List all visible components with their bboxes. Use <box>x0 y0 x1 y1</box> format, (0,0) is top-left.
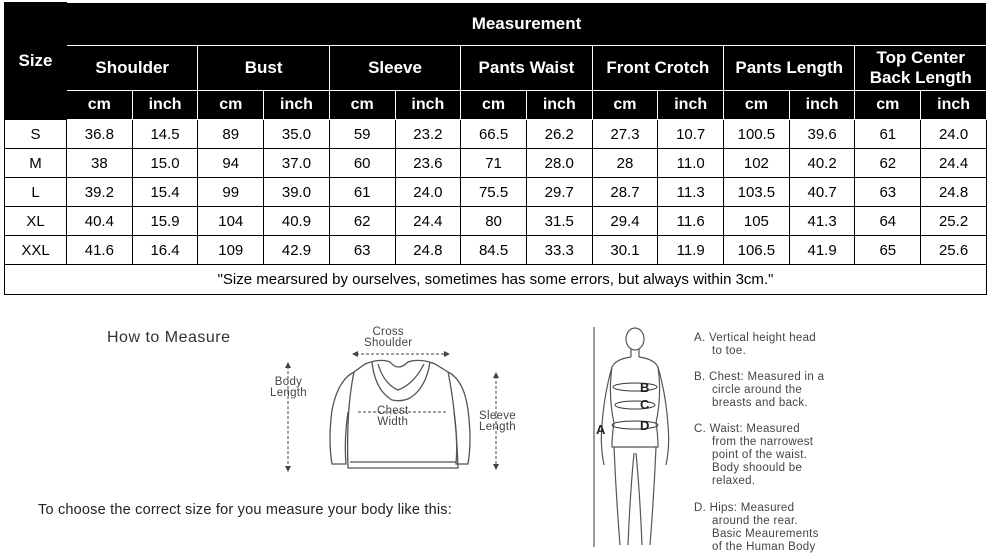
table-cell: 106.5 <box>724 236 790 265</box>
figure-left-leg <box>614 447 634 545</box>
table-cell: 35.0 <box>264 120 330 149</box>
unit-inch: inch <box>132 91 198 120</box>
unit-cm: cm <box>724 91 790 120</box>
legend-d-line: Basic Meaurements <box>712 528 819 540</box>
legend-a-line: to toe. <box>712 345 747 357</box>
unit-cm: cm <box>592 91 658 120</box>
table-cell: 59 <box>329 120 395 149</box>
figure-head <box>626 328 644 350</box>
human-body-diagram <box>590 325 680 555</box>
table-cell: 100.5 <box>724 120 790 149</box>
chest-measure-ring <box>613 383 657 391</box>
legend-d-line: of the Human Body <box>712 541 816 553</box>
unit-cm: cm <box>329 91 395 120</box>
unit-inch: inch <box>921 91 987 120</box>
table-cell: 80 <box>461 207 527 236</box>
figure-letter-d: D <box>640 418 650 433</box>
table-cell: 23.6 <box>395 149 461 178</box>
table-cell: 26.2 <box>526 120 592 149</box>
unit-inch: inch <box>264 91 330 120</box>
legend-d <box>694 502 819 554</box>
table-cell: 24.4 <box>921 149 987 178</box>
size-rows <box>5 120 987 265</box>
table-cell: 65 <box>855 236 921 265</box>
table-cell: 24.8 <box>395 236 461 265</box>
table-cell: 10.7 <box>658 120 724 149</box>
table-cell: 41.9 <box>789 236 855 265</box>
unit-inch: inch <box>526 91 592 120</box>
table-cell: 66.5 <box>461 120 527 149</box>
unit-inch: inch <box>789 91 855 120</box>
legend-a-line: A. Vertical height head <box>694 332 816 344</box>
table-cell: 62 <box>329 207 395 236</box>
table-cell: 11.3 <box>658 178 724 207</box>
table-cell: 84.5 <box>461 236 527 265</box>
measurement-header: Measurement <box>67 3 987 46</box>
table-row <box>5 120 987 149</box>
table-cell: 61 <box>329 178 395 207</box>
table-row <box>5 149 987 178</box>
category-bust: Bust <box>198 46 329 91</box>
table-cell: 29.7 <box>526 178 592 207</box>
table-cell: 24.0 <box>395 178 461 207</box>
table-cell: 11.6 <box>658 207 724 236</box>
table-cell: 15.9 <box>132 207 198 236</box>
table-cell: 60 <box>329 149 395 178</box>
table-row <box>5 178 987 207</box>
table-cell: 24.8 <box>921 178 987 207</box>
category-top-center-back-length: Top Center Back Length <box>855 46 987 91</box>
table-cell: 38 <box>67 149 133 178</box>
category-sleeve: Sleeve <box>329 46 460 91</box>
legend-a <box>694 332 816 358</box>
figure-right-leg <box>636 447 656 545</box>
figure-letter-b: B <box>640 380 650 395</box>
unit-cm: cm <box>461 91 527 120</box>
table-cell: 109 <box>198 236 264 265</box>
legend-b-line: circle around the <box>712 384 803 396</box>
size-label-cell: XXL <box>5 236 67 265</box>
unit-cm: cm <box>67 91 133 120</box>
arrow-head <box>352 351 358 357</box>
category-front-crotch: Front Crotch <box>592 46 723 91</box>
table-cell: 39.6 <box>789 120 855 149</box>
table-cell: 23.2 <box>395 120 461 149</box>
category-pants-length: Pants Length <box>724 46 855 91</box>
table-cell: 41.3 <box>789 207 855 236</box>
legend-b-line: B. Chest: Measured in a <box>694 371 825 383</box>
cross-shoulder-label-line: Shoulder <box>364 337 413 349</box>
figure-torso <box>610 357 659 447</box>
table-cell: 39.0 <box>264 178 330 207</box>
table-cell: 62 <box>855 149 921 178</box>
table-cell: 40.9 <box>264 207 330 236</box>
category-header-row <box>5 46 987 91</box>
table-cell: 42.9 <box>264 236 330 265</box>
table-cell: 63 <box>329 236 395 265</box>
table-cell: 25.2 <box>921 207 987 236</box>
table-cell: 29.4 <box>592 207 658 236</box>
legend-b <box>694 371 824 410</box>
table-cell: 103.5 <box>724 178 790 207</box>
table-cell: 15.4 <box>132 178 198 207</box>
table-cell: 105 <box>724 207 790 236</box>
table-cell: 25.6 <box>921 236 987 265</box>
size-label-cell: XL <box>5 207 67 236</box>
legend-c-line: C. Waist: Measured <box>694 423 800 435</box>
note-row <box>5 265 987 295</box>
arrow-head <box>444 351 450 357</box>
measurement-note: "Size mearsured by ourselves, sometimes has some errors, but always within 3cm." <box>5 265 987 295</box>
legend-d-line: around the rear. <box>712 515 798 527</box>
table-cell: 40.2 <box>789 149 855 178</box>
unit-header-row <box>5 91 987 120</box>
choose-size-instruction: To choose the correct size for you measure your body like this: <box>38 502 452 518</box>
sweater-outline <box>348 360 458 468</box>
size-chart-table <box>4 2 987 295</box>
table-cell: 14.5 <box>132 120 198 149</box>
table-cell: 61 <box>855 120 921 149</box>
table-cell: 15.0 <box>132 149 198 178</box>
table-cell: 37.0 <box>264 149 330 178</box>
arrow-head <box>285 362 291 368</box>
legend-c-line: Body shoould be <box>712 462 803 474</box>
sweater-left-sleeve <box>330 372 354 464</box>
table-cell: 89 <box>198 120 264 149</box>
sweater-diagram <box>280 350 520 480</box>
size-label-cell: L <box>5 178 67 207</box>
table-cell: 30.1 <box>592 236 658 265</box>
table-cell: 31.5 <box>526 207 592 236</box>
table-cell: 102 <box>724 149 790 178</box>
hip-measure-ring <box>612 421 658 429</box>
table-row <box>5 236 987 265</box>
table-cell: 75.5 <box>461 178 527 207</box>
table-row <box>5 207 987 236</box>
legend-c-line: relaxed. <box>712 475 756 487</box>
legend-c <box>694 423 813 488</box>
table-cell: 39.2 <box>67 178 133 207</box>
table-cell: 27.3 <box>592 120 658 149</box>
size-label-cell: M <box>5 149 67 178</box>
table-cell: 11.0 <box>658 149 724 178</box>
sleeve-length-label-line: Length <box>479 421 516 433</box>
legend-b-line: breasts and back. <box>712 397 808 409</box>
table-cell: 16.4 <box>132 236 198 265</box>
unit-cm: cm <box>198 91 264 120</box>
table-cell: 28 <box>592 149 658 178</box>
category-shoulder: Shoulder <box>67 46 198 91</box>
legend-c-line: from the narrowest <box>712 436 814 448</box>
category-pants-waist: Pants Waist <box>461 46 592 91</box>
table-cell: 99 <box>198 178 264 207</box>
measurement-header-row <box>5 3 987 46</box>
arrow-head <box>493 464 499 470</box>
table-cell: 64 <box>855 207 921 236</box>
table-cell: 33.3 <box>526 236 592 265</box>
body-length-label-line: Length <box>270 387 307 399</box>
unit-inch: inch <box>658 91 724 120</box>
chest-width-label-line: Width <box>377 416 409 428</box>
table-cell: 104 <box>198 207 264 236</box>
body-length-label-line: Body <box>274 376 303 388</box>
table-cell: 36.8 <box>67 120 133 149</box>
unit-inch: inch <box>395 91 461 120</box>
how-to-measure-title: How to Measure <box>107 329 231 346</box>
sleeve-length-label-line: Sleeve <box>479 410 516 422</box>
sweater-right-sleeve <box>448 372 470 464</box>
table-cell: 28.0 <box>526 149 592 178</box>
table-cell: 28.7 <box>592 178 658 207</box>
figure-letter-a: A <box>596 422 606 437</box>
figure-letter-c: C <box>640 397 650 412</box>
cross-shoulder-label <box>364 327 412 349</box>
unit-cm: cm <box>855 91 921 120</box>
arrow-head <box>493 372 499 378</box>
chest-width-label-line: Chest <box>377 405 409 417</box>
table-cell: 71 <box>461 149 527 178</box>
table-cell: 11.9 <box>658 236 724 265</box>
arrow-head <box>285 466 291 472</box>
table-cell: 40.7 <box>789 178 855 207</box>
table-cell: 24.4 <box>395 207 461 236</box>
cross-shoulder-label-line: Cross <box>372 326 404 338</box>
size-column-header: Size <box>5 3 67 120</box>
size-label-cell: S <box>5 120 67 149</box>
table-cell: 94 <box>198 149 264 178</box>
table-cell: 24.0 <box>921 120 987 149</box>
table-cell: 63 <box>855 178 921 207</box>
table-cell: 41.6 <box>67 236 133 265</box>
legend-d-line: D. Hips: Measured <box>694 502 795 514</box>
table-cell: 40.4 <box>67 207 133 236</box>
legend-c-line: point of the waist. <box>712 449 808 461</box>
sweater-collar-inner <box>378 364 424 390</box>
